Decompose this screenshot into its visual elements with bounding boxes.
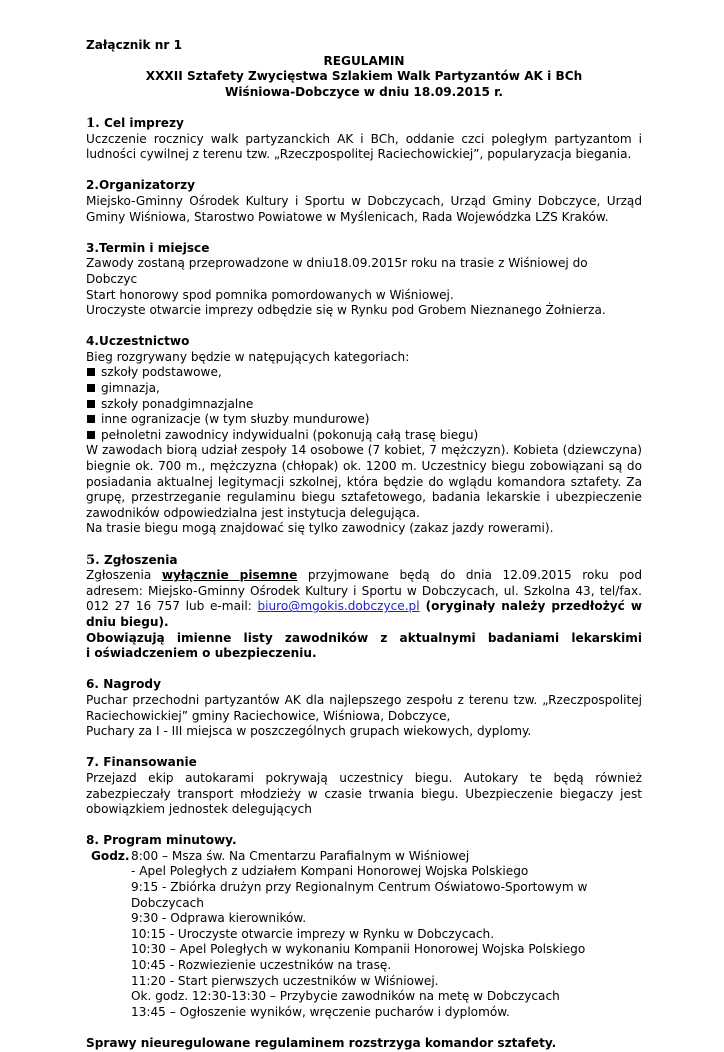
list-item: pełnoletni zawodnicy indywidualni (pokonują całą trasę biegu) [86,428,642,444]
program-entry: 10:15 - Uroczyste otwarcie imprezy w Rynku w Dobczycach. [131,926,495,941]
section-1-number: 1. [86,115,100,131]
section-5-heading [86,553,642,569]
section-5-title: Zgłoszenia [99,552,178,567]
section-3-line: Start honorowy spod pomnika pomordowanych w Wiśniowej. [86,287,454,302]
document-subtitle: XXXII Sztafety Zwycięstwa Szlakiem Walk Partyzantów AK i BCh [145,69,583,84]
program-entry: Ok. godz. 12:30-13:30 – Przybycie zawodników na metę w Dobczycach [131,989,560,1004]
section-5-body: przyjmowane będą do dnia 12.09.2015 roku pod adresem: Miejsko-Gminny Ośrodek Kultury i Sportu w Dobczycach, ul. Szkolna 43, tel/fax. 012 27 16 757 lub e-mail: [86,568,642,614]
program-entry: 11:20 - Start pierwszych uczestników w Wiśniowej. [131,973,439,988]
section-1-heading [86,116,642,132]
section-3-line: Uroczyste otwarcie imprezy odbędzie się w Rynku pod Grobem Nieznanego Żołnierza. [86,303,606,318]
section-5-bold-line-1: Obowiązują imienne listy zawodników z aktualnymi badaniami lekarskimi [86,630,642,645]
email-link[interactable]: biuro@mgokis.dobczyce.pl [257,599,420,614]
document-page [86,38,642,1052]
program-label: Godz. [91,848,130,863]
section-3-title: 3.Termin i miejsce [86,240,210,255]
section-4-title: 4.Uczestnictwo [86,334,190,349]
section-5-number: 5. [86,552,100,568]
program-first-entry: 8:00 – Msza św. Na Cmentarzu Parafialnym w Wiśniowej [131,848,470,863]
program-schedule [91,849,642,1021]
section-8-title: 8. Program minutowy. [86,833,237,848]
document-date-line: Wiśniowa-Dobczyce w dniu 18.09.2015 r. [225,84,503,99]
section-3-line: Zawody zostaną przeprowadzone w dniu18.09.2015r roku na trasie z Wiśniowej do Dobczyc [86,256,588,286]
section-6-text-2: Puchary za I - III miejsca w poszczególnych grupach wiekowych, dyplomy. [86,724,532,739]
list-item: szkoły ponadgimnazjalne [86,397,642,413]
section-6-text: Puchar przechodni partyzantów AK dla najlepszego zespołu z terenu tzw. „Rzeczpospolitej Raciechowickiej” gminy Raciechowice, Wiśniowa, Dobczyce, [86,692,642,723]
section-2-text: Miejsko-Gminny Ośrodek Kultury i Sportu w Dobczycach, Urząd Gminy Dobczyce, Urząd Gminy Wiśniowa, Starostwo Powiatowe w Myślenicach, Rada Wojewódzka LZS Kraków. [86,193,642,224]
section-5-bold-line-2: i oświadczeniem o ubezpieczeniu. [86,646,317,661]
closing-statement: Sprawy nieuregulowane regulaminem rozstrzyga komandor sztafety. [86,1036,557,1050]
section-4-intro: Bieg rozgrywany będzie w natępujących kategoriach: [86,349,410,364]
section-2-title: 2.Organizatorzy [86,178,196,193]
section-1-title: Cel imprezy [99,115,184,130]
section-4-paragraph: W zawodach biorą udział zespoły 14 osobowe (7 kobiet, 7 mężczyzn). Kobieta (dziewczyna) biegnie ok. 700 m., mężczyzna (chłopak) ok. 1200 m. Uczestnicy biegu zobowiązani są do posiadania aktualnej legitymacji szkolnej, która będzie do wglądu komandora sztafety. Za grupę, przestrzeganie regulaminu biegu sztafetowego, badania lekarskie i ubezpieczenie zawodników odpowiedzialna jest instytucja delegująca. [86,443,642,520]
program-row [91,849,642,865]
section-7-text: Przejazd ekip autokarami pokrywają uczestnicy biegu. Autokary te będą również zabezpieczały transport młodzieży w czasie trwania biegu. Ubezpieczenie biegaczy jest obowiązkiem jednostek delegujących [86,770,642,817]
attachment-label: Załącznik nr 1 [86,38,182,52]
section-6-title: 6. Nagrody [86,677,161,692]
program-entry: 10:30 – Apel Poległych w wykonaniu Kompanii Honorowej Wojska Polskiego [131,942,586,957]
list-item: gimnazja, [86,381,642,397]
program-entry: 10:45 - Rozwiezienie uczestników na trasę. [131,958,392,973]
program-entry: - Apel Poległych z udziałem Kompani Honorowej Wojska Polskiego [131,864,529,879]
section-1-text: Uczczenie rocznicy walk partyzanckich AK i BCh, oddanie czci poległym partyzantom i ludności cywilnej z terenu tzw. „Rzeczpospolitej Raciechowickiej”, popularyzacja biegania. [86,131,642,162]
program-entry: 9:15 - Zbiórka drużyn przy Regionalnym Centrum Oświatowo-Sportowym w Dobczycach [131,880,588,910]
list-item: inne ogranizacje (w tym słuzby mundurowe) [86,412,642,428]
section-4-note: Na trasie biegu mogą znajdować się tylko zawodnicy (zakaz jazdy rowerami). [86,521,554,536]
section-5-emphasis: wyłącznie pisemne [161,568,298,583]
section-5-after-email: (oryginały należy przedłożyć w dniu biegu). [86,599,642,629]
section-7-title: 7. Finansowanie [86,755,197,770]
program-entry: 13:45 – Ogłoszenie wyników, wręczenie pucharów i dyplomów. [131,1004,510,1019]
list-item: szkoły podstawowe, [86,365,642,381]
section-5-pre: Zgłoszenia [86,568,162,583]
category-list [86,365,642,443]
program-entry: 9:30 - Odprawa kierowników. [131,911,307,926]
document-title: REGULAMIN [323,53,405,68]
section-5-text [86,568,642,630]
